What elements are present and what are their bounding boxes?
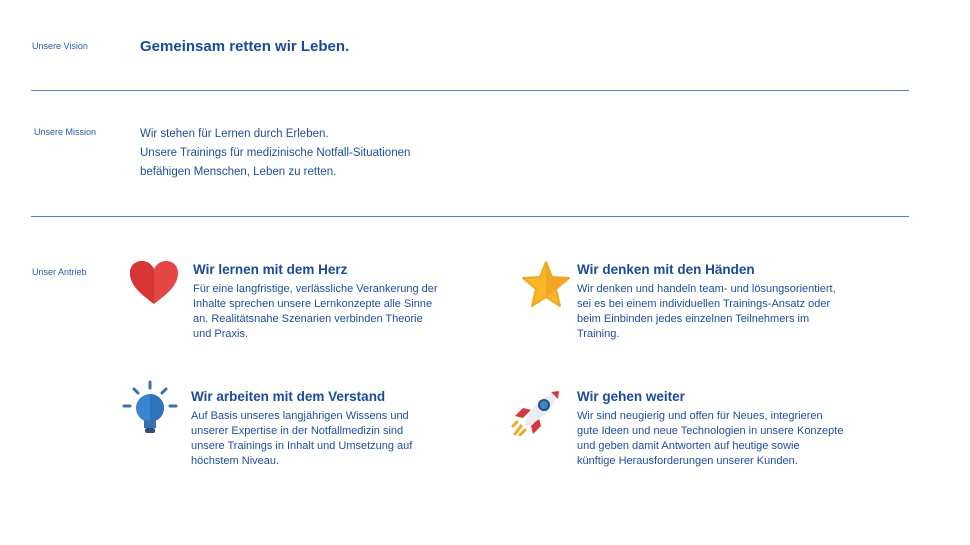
antrieb-item-herz: [193, 262, 438, 342]
item-title: Wir denken mit den Händen: [577, 262, 755, 277]
description-line: Auf Basis unseres langjährigen Wissens und: [191, 410, 409, 422]
mission-statement: [140, 125, 410, 182]
description-line: Für eine langfristige, verlässliche Verankerung der: [193, 283, 438, 295]
description-line: unserer Expertise in der Notfallmedizin sind: [191, 425, 404, 437]
antrieb-item-haende: [577, 262, 836, 342]
description-line: gute Ideen und neue Technologien in unsere Konzepte: [577, 425, 844, 437]
divider: [31, 216, 909, 217]
item-description: [577, 282, 836, 342]
description-line: Wir sind neugierig und offen für Neues, integrieren: [577, 410, 823, 422]
description-line: sei es bei einem individuellen Trainings-Ansatz oder: [577, 298, 831, 310]
antrieb-label: Unser Antrieb: [32, 267, 87, 277]
description-line: beim Einbinden jedes einzelnen Teilnehmers im: [577, 313, 810, 325]
description-line: höchstem Niveau.: [191, 455, 280, 467]
description-line: Wir denken und handeln team- und lösungsorientiert,: [577, 283, 836, 295]
item-title: Wir lernen mit dem Herz: [193, 262, 348, 277]
item-title: Wir gehen weiter: [577, 389, 685, 404]
vision-label: Unsere Vision: [32, 41, 88, 51]
item-description: [191, 409, 412, 469]
description-line: künftige Herausforderungen unserer Kunden.: [577, 455, 798, 467]
description-line: Training.: [577, 328, 620, 340]
lightbulb-icon: [120, 380, 180, 445]
description-line: und Praxis.: [193, 328, 249, 340]
mission-line: Wir stehen für Lernen durch Erleben.: [140, 128, 329, 140]
item-description: [193, 282, 438, 342]
item-title: Wir arbeiten mit dem Verstand: [191, 389, 386, 404]
antrieb-item-weiter: [577, 389, 843, 469]
vision-statement: Gemeinsam retten wir Leben.: [140, 38, 350, 55]
antrieb-item-verstand: [191, 389, 412, 469]
star-icon: [521, 260, 571, 313]
heart-icon: [128, 260, 180, 311]
description-line: an. Realitätsnahe Szenarien verbinden Theorie: [193, 313, 423, 325]
item-description: [577, 409, 843, 469]
description-line: unsere Trainings in Inhalt und Umsetzung auf: [191, 440, 413, 452]
description-line: und geben damit Antworten auf heutige sowie: [577, 440, 800, 452]
rocket-icon: [511, 388, 563, 441]
divider: [31, 90, 909, 91]
mission-line: befähigen Menschen, Leben zu retten.: [140, 166, 337, 178]
mission-line: Unsere Trainings für medizinische Notfall-Situationen: [140, 147, 411, 159]
mission-label: Unsere Mission: [34, 127, 97, 137]
description-line: Inhalte sprechen unsere Lernkonzepte alle Sinne: [193, 298, 433, 310]
